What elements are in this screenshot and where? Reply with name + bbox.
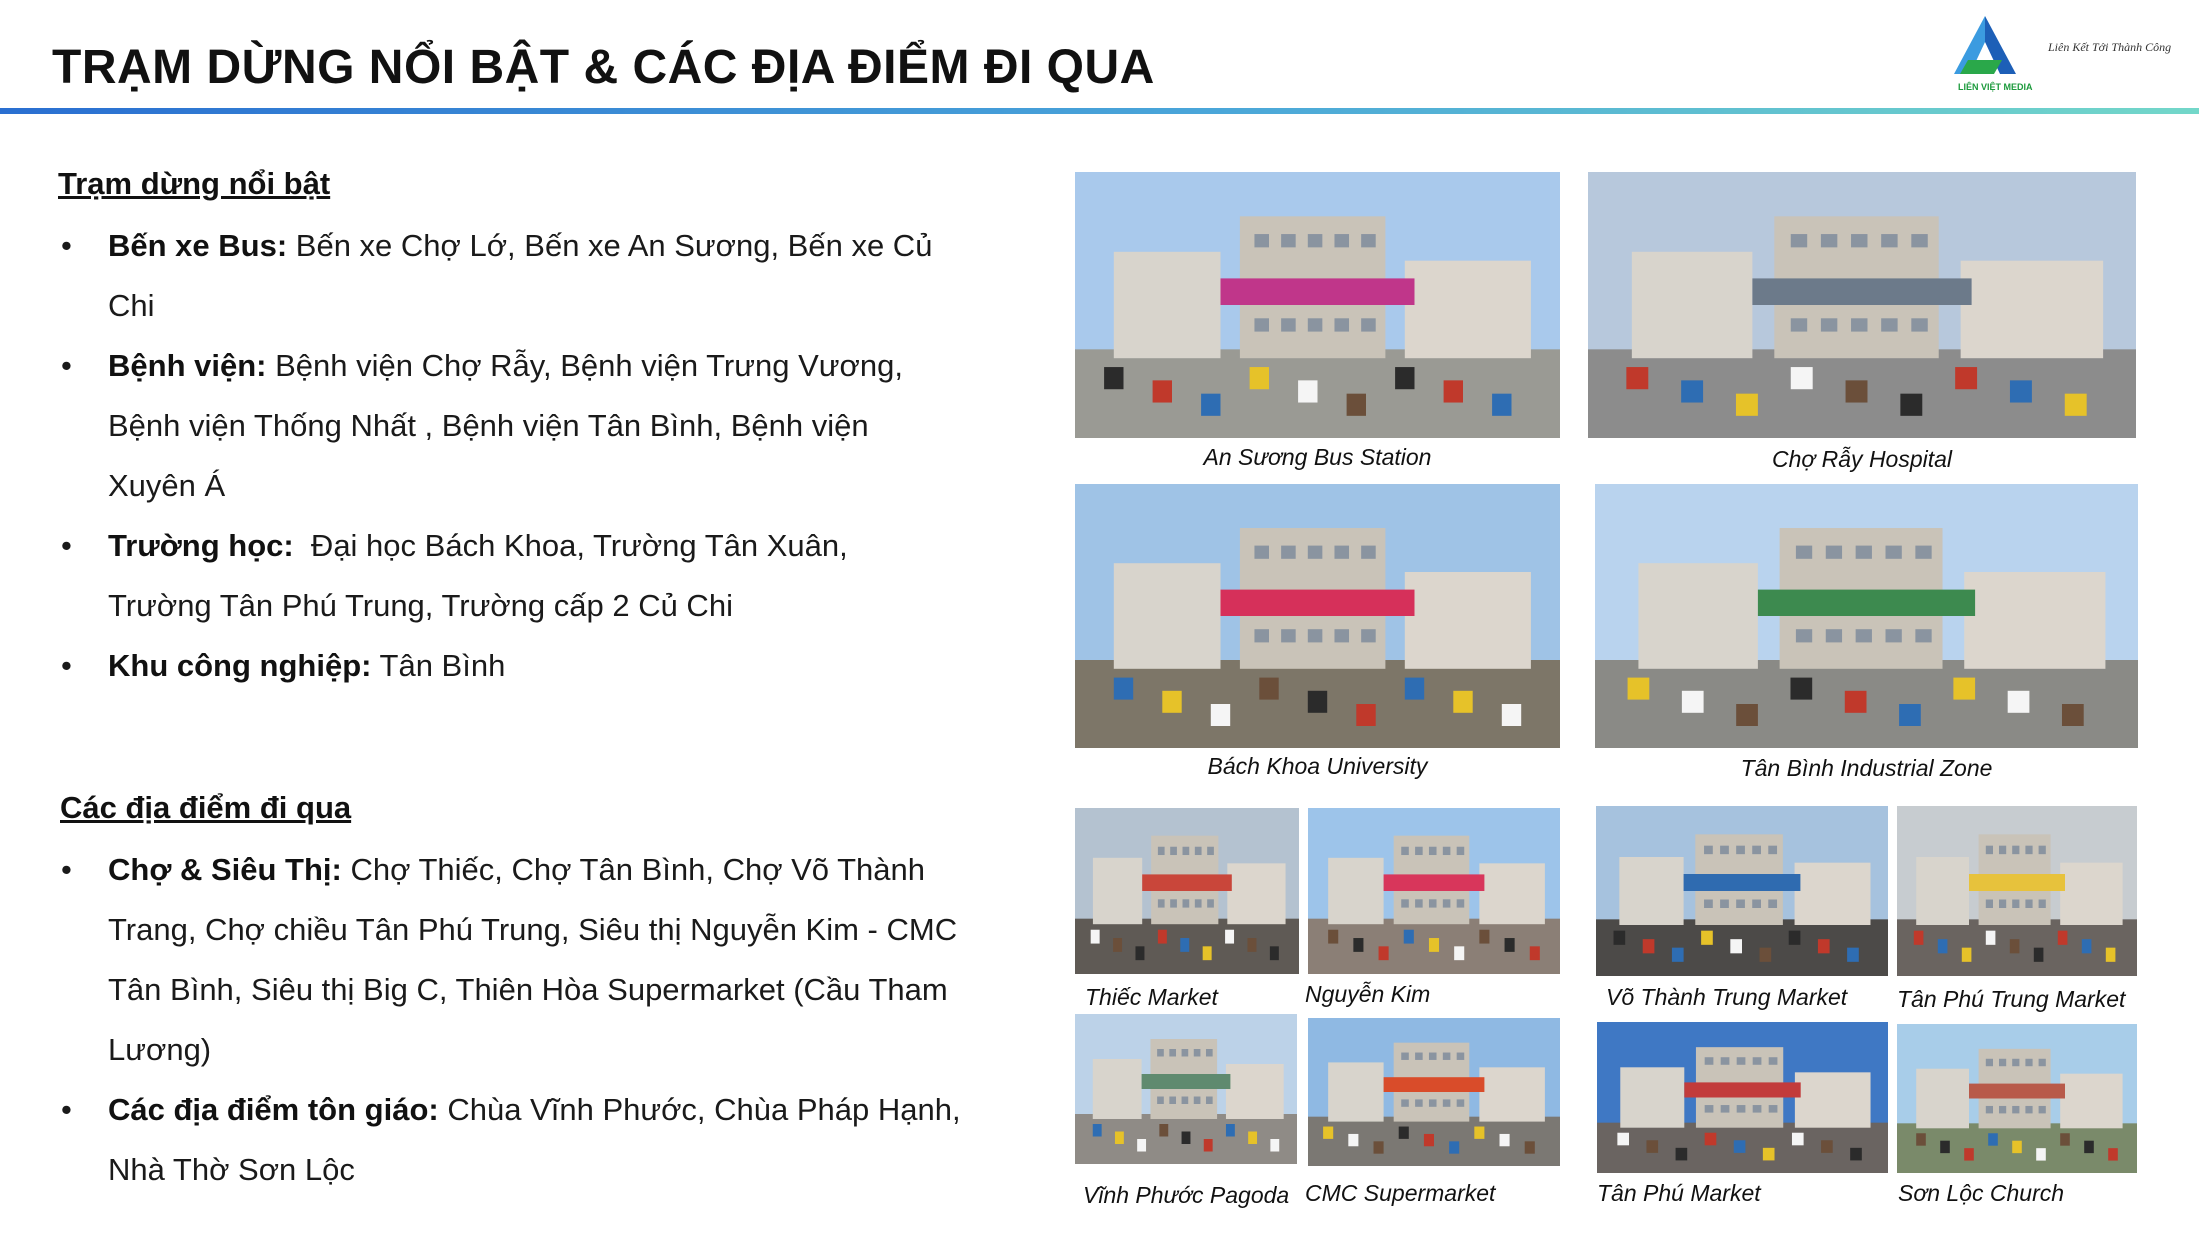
photo-caption: Sơn Lộc Church [1898, 1180, 2065, 1206]
university-photo [1075, 484, 1560, 748]
photo-caption: CMC Supermarket [1305, 1180, 1496, 1206]
photo-nguyen-kim [1308, 808, 1560, 974]
photo-caption: Tân Phú Trung Market [1897, 986, 2126, 1012]
photo-caption: Vĩnh Phước Pagoda [1083, 1182, 1290, 1208]
photo-caption: Thiếc Market [1085, 984, 1218, 1010]
photo-cmc-supermarket [1308, 1018, 1560, 1166]
photo-tan-phu-market [1597, 1022, 1888, 1173]
header-divider [0, 108, 2199, 114]
list-item: • Các địa điểm tôn giáo: Chùa Vĩnh Phước, Chùa Pháp Hạnh, Nhà Thờ Sơn Lộc [61, 1092, 961, 1187]
church-photo [1897, 1024, 2137, 1173]
photo-tan-phu-trung-market [1897, 806, 2137, 976]
photo-son-loc-church [1897, 1024, 2137, 1173]
market-photo [1075, 808, 1299, 974]
photo-vinh-phuoc-pagoda [1075, 1014, 1297, 1164]
photo-caption: Bách Khoa University [1207, 753, 1428, 779]
photo-tan-binh-industrial-zone [1595, 484, 2138, 748]
list-item: • Chợ & Siêu Thị: Chợ Thiếc, Chợ Tân Bình, Chợ Võ Thành Trang, Chợ chiều Tân Phú Trung, Siêu thị Nguyễn Kim - CMC Tân Bình, Siêu thị Big C, Thiên Hòa Supermarket (Cầu Tham Lương) [61, 852, 958, 1067]
hospital-photo [1588, 172, 2136, 438]
industrial-zone-photo [1595, 484, 2138, 748]
logo-mark-icon [1950, 12, 2020, 82]
market-photo [1597, 1022, 1888, 1173]
photo-caption: Nguyễn Kim [1305, 981, 1431, 1007]
list-item: • Bến xe Bus: Bến xe Chợ Lớ, Bến xe An Sương, Bến xe Củ Chi [61, 228, 933, 323]
photo-caption: Tân Phú Market [1597, 1180, 1761, 1206]
photo-caption: Tân Bình Industrial Zone [1740, 755, 1993, 781]
passing-list [58, 840, 1038, 1200]
bus-station-photo [1075, 172, 1560, 438]
list-item: • Trường học: Đại học Bách Khoa, Trường Tân Xuân, Trường Tân Phú Trung, Trường cấp 2 Củ Chi [61, 528, 848, 623]
photo-bach-khoa-university [1075, 484, 1560, 748]
photo-an-suong-bus-station [1075, 172, 1560, 438]
photo-caption: An Sương Bus Station [1203, 444, 1432, 470]
photo-caption: Võ Thành Trung Market [1606, 984, 1848, 1010]
logo-name: LIÊN VIỆT MEDIA [1958, 82, 2033, 92]
market-photo [1596, 806, 1888, 976]
market-photo [1897, 806, 2137, 976]
pagoda-photo [1075, 1014, 1297, 1164]
store-photo [1308, 808, 1560, 974]
page-title: TRẠM DỪNG NỔI BẬT & CÁC ĐỊA ĐIỂM ĐI QUA [52, 41, 1155, 94]
photo-cho-ray-hospital [1588, 172, 2136, 438]
logo-slogan: Liên Kết Tới Thành Công [2048, 40, 2172, 54]
photo-vo-thanh-trung-market [1596, 806, 1888, 976]
stops-heading: Trạm dừng nổi bật [58, 166, 331, 201]
list-item: • Khu công nghiệp: Tân Bình [61, 648, 506, 683]
stops-list [58, 216, 1018, 696]
photo-thiec-market [1075, 808, 1299, 974]
photo-caption: Chợ Rẫy Hospital [1771, 446, 1953, 472]
supermarket-photo [1308, 1018, 1560, 1166]
passing-heading: Các địa điểm đi qua [60, 790, 352, 825]
list-item: • Bệnh viện: Bệnh viện Chợ Rẫy, Bệnh viện Trưng Vương, Bệnh viện Thống Nhất , Bệnh viện Tân Bình, Bệnh viện Xuyên Á [61, 348, 903, 503]
